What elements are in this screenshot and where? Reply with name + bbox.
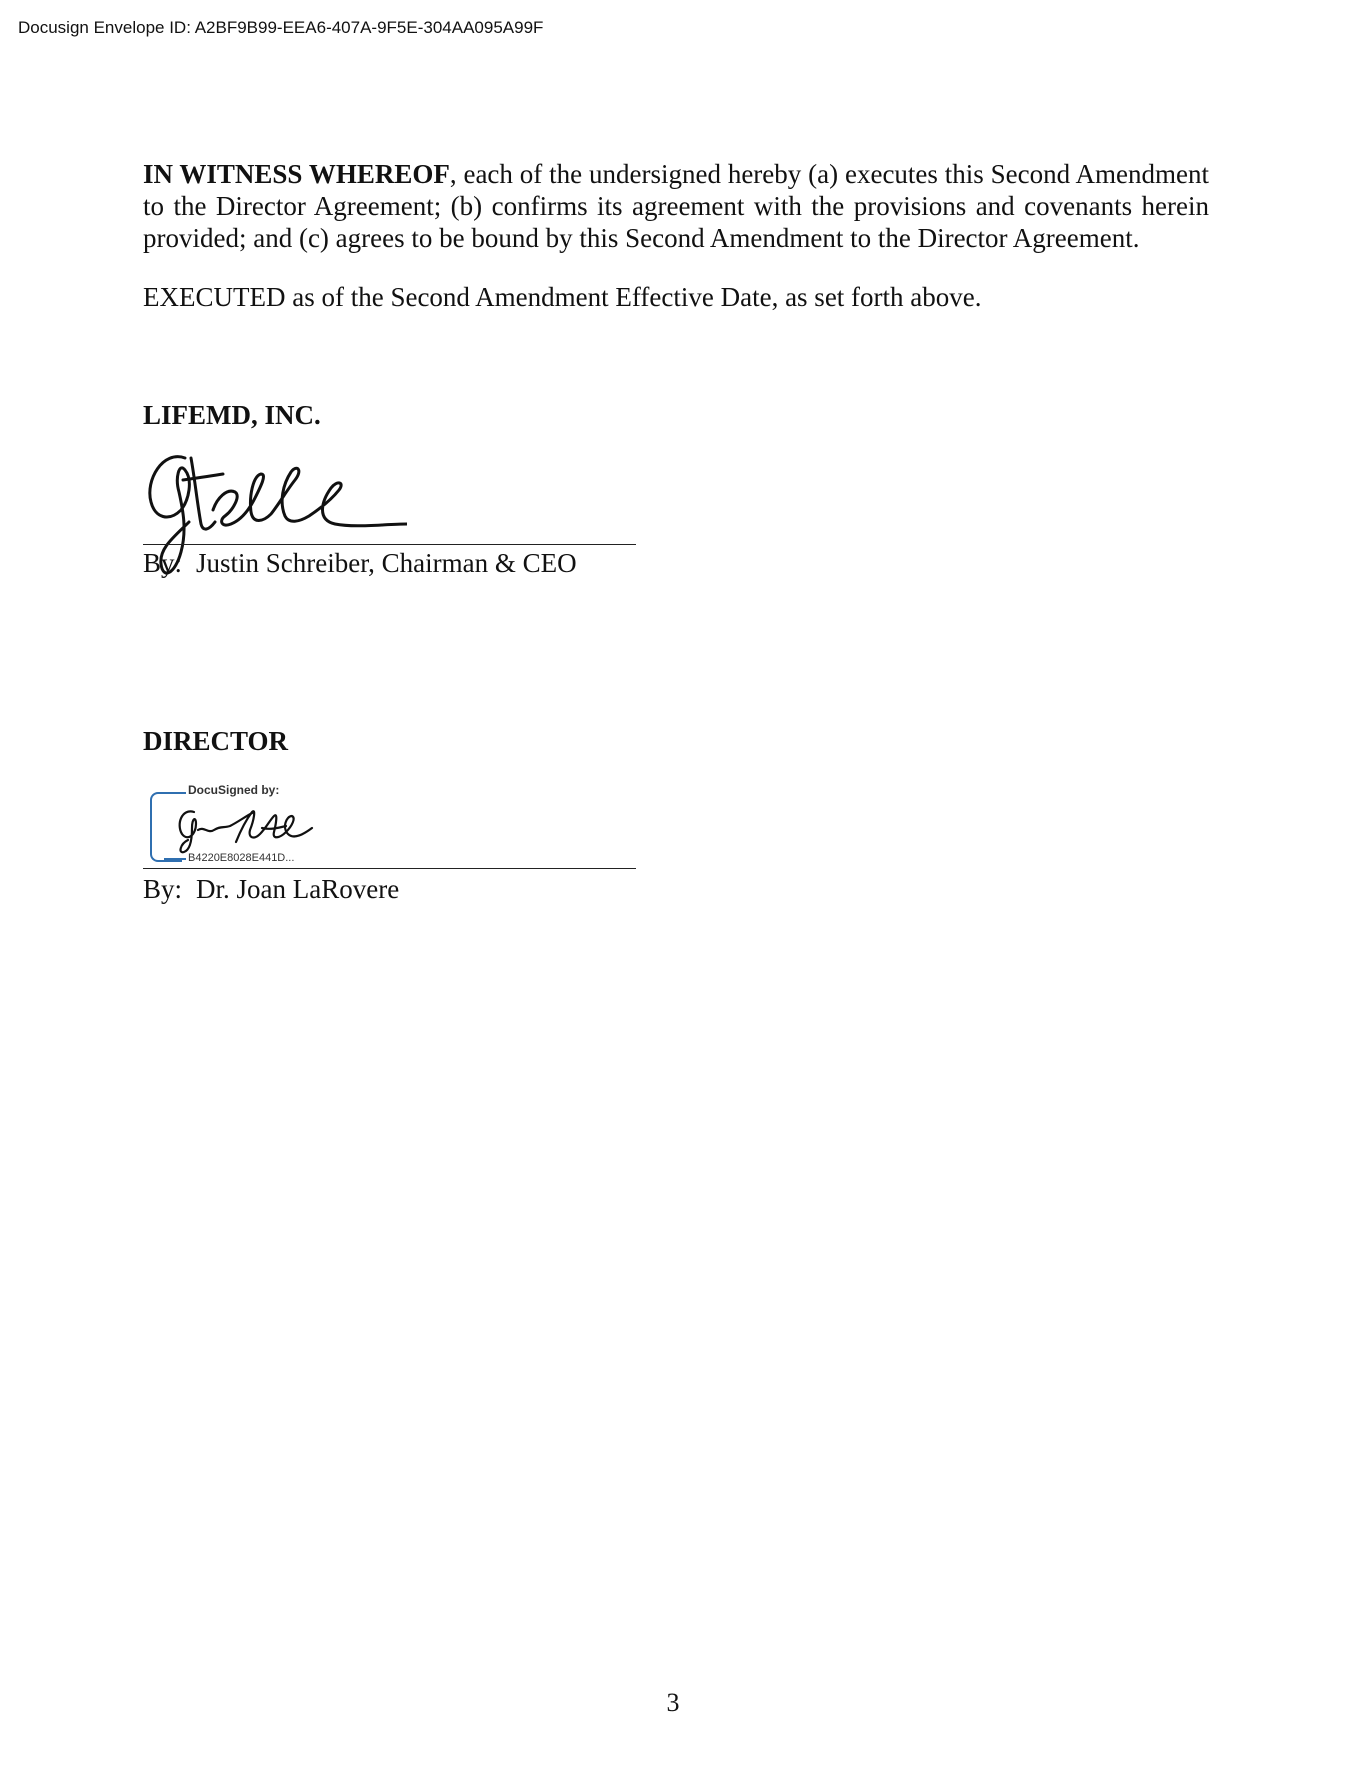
docusign-stamp — [150, 780, 330, 864]
docusign-frame-bottom-rule — [164, 858, 186, 860]
witness-body: , each of the undersigned hereby (a) executes this Second Amendment to the Director Agreement; (b) confirms its agreement with the provisions and covenants herein provided; and (c) agrees to be bound by this Second Amendment to the Director Agreement. — [143, 159, 1209, 253]
director-signature-image — [170, 798, 320, 856]
company-heading: LIFEMD, INC. — [143, 400, 321, 430]
company-by-line — [143, 548, 577, 579]
docusign-envelope-id: Docusign Envelope ID: A2BF9B99-EEA6-407A-9F5E-304AA095A99F — [18, 18, 544, 37]
company-by-label: By: — [143, 548, 183, 578]
docusign-signature-id: B4220E8028E441D... — [188, 852, 295, 864]
director-by-label: By: — [143, 874, 183, 904]
director-by-line — [143, 874, 399, 905]
company-signatory-name: Justin Schreiber, Chairman & CEO — [196, 548, 577, 578]
director-signatory-name: Dr. Joan LaRovere — [196, 874, 400, 904]
director-heading: DIRECTOR — [143, 726, 289, 756]
docusigned-by-label: DocuSigned by: — [188, 783, 280, 797]
company-signature-line — [143, 544, 636, 545]
director-signature-line — [143, 868, 636, 869]
page-number: 3 — [666, 1688, 680, 1717]
witness-paragraph — [143, 158, 1209, 254]
docusign-frame-top-rule — [164, 792, 186, 794]
witness-lead: IN WITNESS WHEREOF — [143, 159, 450, 189]
executed-paragraph: EXECUTED as of the Second Amendment Effective Date, as set forth above. — [143, 282, 982, 312]
